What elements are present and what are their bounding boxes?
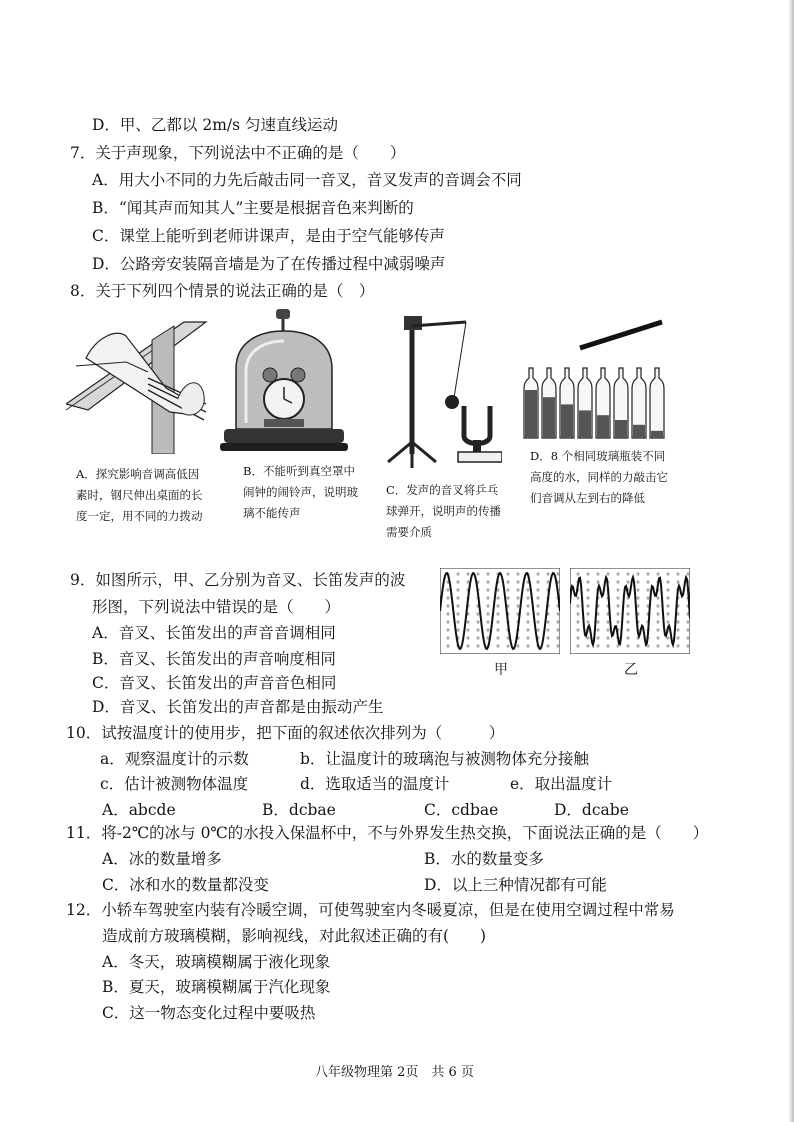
waveform-label-jia: 甲 (494, 662, 508, 678)
scan-shadow-edge (788, 0, 794, 1122)
bottle-water (579, 410, 591, 438)
page-footer: 八年级物理第 2页 共 6 页 (315, 1065, 474, 1080)
q10-step-d: d．选取适当的温度计 (300, 775, 450, 793)
fig-ruler-on-table (66, 318, 214, 454)
q10-step-b: b．让温度计的玻璃泡与被测物体充分接触 (300, 750, 589, 768)
q12-option-b: B．夏天，玻璃模糊属于汽化现象 (102, 978, 331, 996)
q10-step-a: a．观察温度计的示数 (100, 750, 249, 768)
q11-option-c: C．冰和水的数量都没变 (102, 876, 269, 894)
q8-stem: 8．关于下列四个情景的说法正确的是（ ） (70, 282, 375, 300)
q11-stem: 11．将-2℃的冰与 0℃的水投入保温杯中，不与外界发生热交换，下面说法正确的是（ ） (66, 824, 709, 842)
fig-eight-bottles (520, 318, 668, 442)
bottle-water (543, 397, 555, 438)
q10-step-c: c．估计被测物体温度 (100, 775, 249, 793)
q9-option-a: A．音叉、长笛发出的声音音调相同 (92, 624, 336, 642)
q6-option-d: D．甲、乙都以 2m/s 匀速直线运动 (92, 116, 339, 134)
q12-option-c: C．这一物态变化过程中要吸热 (102, 1004, 316, 1022)
q12-option-a: A．冬天，玻璃模糊属于液化现象 (102, 953, 331, 971)
q10-option-d: D．dcabe (554, 801, 629, 819)
q9-stem-line2: 形图，下列说法中错误的是（ ） (92, 598, 341, 616)
bottle-water (615, 420, 627, 438)
q8-caption-c: C．发声的音叉将乒乓球弹开，说明声的传播需要介质 (386, 483, 501, 539)
fig-tuning-fork-ball (382, 312, 502, 474)
q9-option-d: D．音叉、长笛发出的声音都是由振动产生 (92, 698, 384, 716)
q8-caption-d: D．8 个相同玻璃瓶装不同高度的水，同样的力敲击它们音调从左到右的降低 (530, 449, 668, 505)
q9-option-b: B．音叉、长笛发出的声音响度相同 (92, 650, 336, 668)
q7-option-c: C．课堂上能听到老师讲课声，是由于空气能够传声 (92, 227, 445, 245)
q9-stem-line1: 9．如图所示，甲、乙分别为音叉、长笛发声的波 (70, 571, 406, 589)
q8-caption-a: A．探究影响音调高低因素时，钢尺伸出桌面的长度一定，用不同的力拨动 (76, 467, 203, 523)
bottle-water (561, 404, 573, 438)
waveform-label-yi: 乙 (624, 662, 638, 678)
waveform-tuning-fork (440, 568, 560, 654)
bottle (650, 368, 664, 438)
q9-option-c: C．音叉、长笛发出的声音音色相同 (92, 674, 337, 692)
q12-stem-line2: 造成前方玻璃模糊，影响视线，对此叙述正确的有( ) (102, 927, 487, 945)
q11-option-b: B．水的数量变多 (424, 850, 544, 868)
q12-stem-line1: 12．小轿车驾驶室内装有冷暖空调，可使驾驶室内冬暖夏凉，但是在使用空调过程中常易 (66, 901, 675, 919)
waveform-flute (570, 568, 690, 654)
q8-caption-b: B．不能听到真空罩中闹钟的闹铃声，说明玻璃不能传声 (243, 464, 358, 520)
bottle-water (651, 431, 663, 438)
q10-step-e: e．取出温度计 (510, 775, 613, 793)
q10-stem: 10．试按温度计的使用步，把下面的叙述依次排列为（ ） (66, 724, 505, 742)
q11-option-a: A．冰的数量增多 (102, 850, 222, 868)
q7-option-d: D．公路旁安装隔音墙是为了在传播过程中减弱噪声 (92, 255, 446, 273)
q10-option-a: A．abcde (102, 801, 176, 819)
q10-option-b: B．dcbae (262, 801, 336, 819)
q7-option-b: B．“闻其声而知其人”主要是根据音色来判断的 (92, 199, 414, 217)
bottle-water (525, 390, 537, 438)
bottle-water (633, 425, 645, 438)
q10-option-c: C．cdbae (424, 801, 499, 819)
fig-bell-jar-clock (220, 307, 348, 455)
q11-option-d: D．以上三种情况都有可能 (424, 876, 607, 894)
q7-option-a: A．用大小不同的力先后敲击同一音叉，音叉发声的音调会不同 (92, 171, 522, 189)
q7-stem: 7．关于声现象，下列说法中不正确的是（ ） (70, 144, 406, 162)
bottle-water (597, 415, 609, 438)
